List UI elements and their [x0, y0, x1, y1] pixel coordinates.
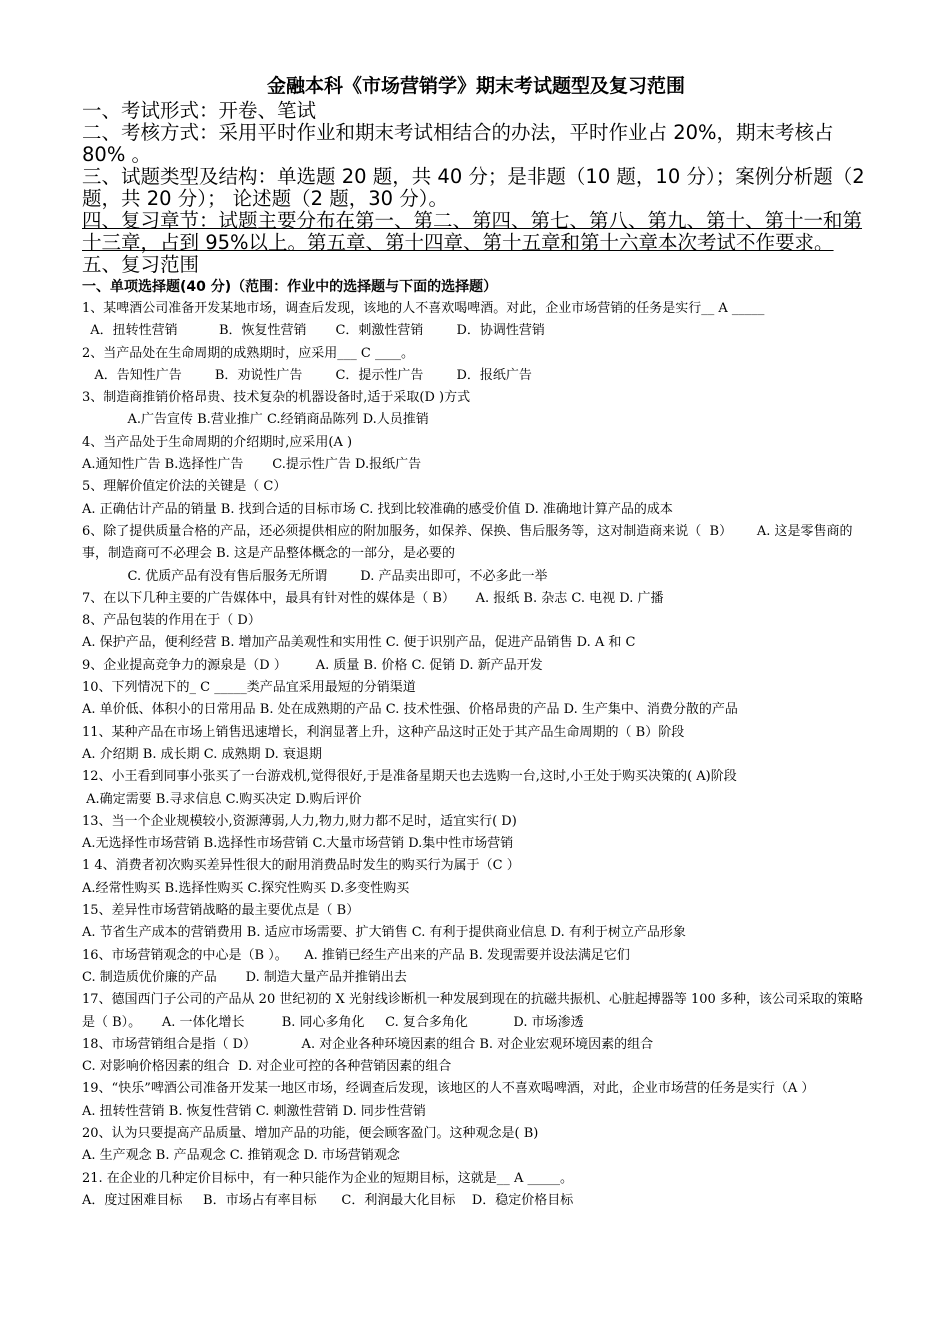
- question-line: 20、认为只要提高产品质量、增加产品的功能，便会顾客盈门。这种观念是( B): [82, 1125, 539, 1141]
- question-line: A．扭转性营销 B．恢复性营销 C．刺激性营销 D．协调性营销: [82, 323, 545, 339]
- question-line: C. 制造质优价廉的产品 D. 制造大量产品并推销出去: [82, 969, 407, 985]
- question-line: A.经常性购买 B.选择性购买 C.探究性购买 D.多变性购买: [82, 880, 410, 896]
- question-line: A. 单价低、体积小的日常用品 B. 处在成熟期的产品 C. 技术性强、价格昂贵的产品 D. 生产集中、消费分散的产品: [82, 702, 738, 718]
- question-line: A. 生产观念 B. 产品观念 C. 推销观念 D. 市场营销观念: [82, 1148, 400, 1164]
- question-line: 10、下列情况下的_ C _____类产品宜采用最短的分销渠道: [82, 680, 416, 696]
- question-line: A.广告宣传 B.营业推广 C.经销商品陈列 D.人员推销: [82, 412, 429, 428]
- question-line: 2、当产品处在生命周期的成熟期时，应采用___ C ____。: [82, 345, 414, 361]
- question-line: 15、差异性市场营销战略的最主要优点是（ B）: [82, 903, 360, 919]
- question-line: A. 介绍期 B. 成长期 C. 成熟期 D. 衰退期: [82, 746, 322, 762]
- question-line: 11、某种产品在市场上销售迅速增长，利润显著上升，这种产品这时正处于其产品生命周期的（ B）阶段: [82, 724, 685, 740]
- question-line: A．度过困难目标 B．市场占有率目标 C．利润最大化目标 D．稳定价格目标: [82, 1192, 574, 1208]
- document-title: 金融本科《市场营销学》期末考试题型及复习范围: [266, 75, 685, 97]
- question-line: 12、小王看到同事小张买了一台游戏机,觉得很好,于是准备星期天也去选购一台,这时,小王处于购买决策的( A)阶段: [82, 769, 737, 785]
- question-line: C. 优质产品有没有售后服务无所谓 D. 产品卖出即可，不必多此一举: [82, 568, 548, 584]
- subheading-single-choice: 一、单项选择题(40 分)（范围：作业中的选择题与下面的选择题）: [82, 279, 498, 295]
- question-line: A.通知性广告 B.选择性广告 C.提示性广告 D.报纸广告: [82, 457, 422, 473]
- question-line: 6、除了提供质量合格的产品，还必须提供相应的附加服务，如保养、保换、售后服务等，这对制造商来说（ B） A. 这是零售商的事，制造商可不必理会 B. 这是产品整体概念的一部分，是必要的: [82, 523, 853, 562]
- question-line: 21. 在企业的几种定价目标中，有一种只能作为企业的短期目标，这就是__ A _____。: [82, 1170, 573, 1186]
- document-page: [82, 72, 870, 1212]
- question-line: 17、德国西门子公司的产品从 20 世纪初的 X 光射线诊断机一种发展到现在的抗磁共振机、心脏起搏器等 100 多种，该公司采取的策略是（ B）。 A. 一体化增长 B. 同心多角化 C. 复合多角化 D. 市场渗透: [82, 992, 863, 1030]
- question-line: A．告知性广告 B．劝说性广告 C．提示性广告 D．报纸广告: [82, 367, 532, 383]
- question-line: 3、制造商推销价格昂贵、技术复杂的机器设备时,适于采取(D )方式: [82, 390, 471, 406]
- question-line: 16、市场营销观念的中心是（B ）。 A. 推销已经生产出来的产品 B. 发现需要并设法满足它们: [82, 947, 630, 963]
- question-line: A.确定需要 B.寻求信息 C.购买决定 D.购后评价: [82, 791, 362, 807]
- section-assessment-method: 二、考核方式：采用平时作业和期末考试相结合的办法，平时作业占 20%，期末考核占 80% 。: [82, 121, 834, 166]
- question-line: 8、产品包装的作用在于（ D）: [82, 613, 261, 629]
- section-exam-format: 一、考试形式：开卷、笔试: [82, 99, 317, 122]
- question-line: 4、当产品处于生命周期的介绍期时,应采用(A ): [82, 434, 353, 450]
- section-review-chapters: 四、复习章节：试题主要分布在第一、第二、第四、第七、第八、第九、第十、第十一和第十三章，占到 95%以上。第五章、第十四章、第十五章和第十六章本次考试不作要求。: [82, 209, 863, 254]
- question-line: A. 正确估计产品的销量 B. 找到合适的目标市场 C. 找到比较准确的感受价值 D. 准确地计算产品的成本: [82, 501, 673, 517]
- question-list: [82, 298, 870, 1212]
- question-line: A. 保护产品，便利经营 B. 增加产品美观性和实用性 C. 便于识别产品，促进产品销售 D. A 和 C: [82, 635, 636, 651]
- question-line: 5、理解价值定价法的关键是（ C）: [82, 479, 287, 495]
- question-line: C. 对影响价格因素的组合 D. 对企业可控的各种营销因素的组合: [82, 1059, 452, 1075]
- question-line: A.无选择性市场营销 B.选择性市场营销 C.大量市场营销 D.集中性市场营销: [82, 836, 514, 852]
- question-line: 9、企业提高竞争力的源泉是（D ） A. 质量 B. 价格 C. 促销 D. 新产品开发: [82, 657, 543, 673]
- section-question-types: 三、试题类型及结构：单选题 20 题，共 40 分；是非题（10 题，10 分）；案例分析题（2 题，共 20 分）； 论述题（2 题，30 分）。: [82, 165, 865, 210]
- question-line: 18、市场营销组合是指（ D） A. 对企业各种环境因素的组合 B. 对企业宏观环境因素的组合: [82, 1036, 654, 1052]
- question-line: 19、“快乐”啤酒公司准备开发某一地区市场，经调查后发现，该地区的人不喜欢喝啤酒，对此，企业市场营的任务是实行（A ）: [82, 1081, 815, 1097]
- question-line: 1、某啤酒公司准备开发某地市场，调查后发现，该地的人不喜欢喝啤酒。对此，企业市场营销的任务是实行__ A _____: [82, 301, 765, 316]
- question-line: A. 节省生产成本的营销费用 B. 适应市场需要、扩大销售 C. 有利于提供商业信息 D. 有利于树立产品形象: [82, 925, 686, 941]
- section-review-scope: 五、复习范围: [82, 253, 200, 276]
- question-line: A. 扭转性营销 B. 恢复性营销 C. 刺激性营销 D. 同步性营销: [82, 1103, 426, 1119]
- question-line: 7、在以下几种主要的广告媒体中，最具有针对性的媒体是（ B） A. 报纸 B. 杂志 C. 电视 D. 广播: [82, 590, 664, 606]
- question-line: 13、当一个企业规模较小,资源薄弱,人力,物力,财力都不足时，适宜实行( D): [82, 813, 517, 829]
- question-line: 1 4、消费者初次购买差异性很大的耐用消费品时发生的购买行为属于（C ）: [82, 858, 520, 874]
